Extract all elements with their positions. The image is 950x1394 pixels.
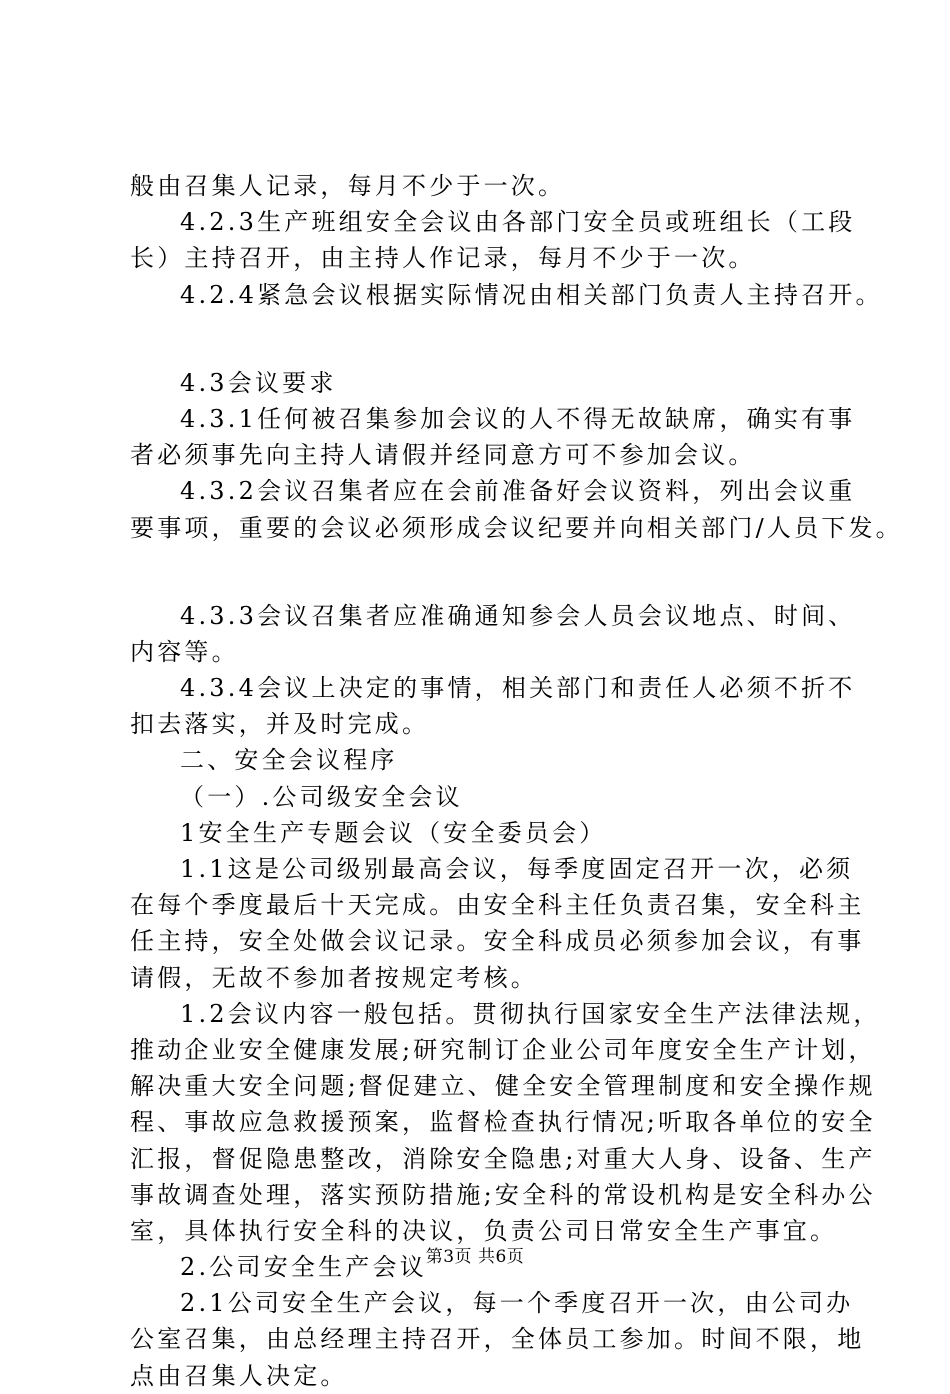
paragraph-gap [130, 546, 855, 598]
page-footer [0, 1242, 950, 1267]
text-line: 4.2.4紧急会议根据实际情况由相关部门负责人主持召开。 [180, 280, 883, 309]
document-body [130, 168, 903, 1394]
text-line: 汇报，督促隐患整改，消除安全隐患;对重大人身、设备、生产 [130, 1144, 876, 1173]
text-line: 事故调查处理，落实预防措施;安全科的常设机构是安全科办公 [130, 1180, 876, 1209]
text-line: 4.3.2会议召集者应在会前准备好会议资料，列出会议重 [180, 477, 856, 506]
text-line: 1.2会议内容一般包括。贯彻执行国家安全生产法律法规， [180, 999, 881, 1028]
text-line: 要事项，重要的会议必须形成会议纪要并向相关部门/人员下发。 [130, 513, 903, 542]
paragraph-gap [130, 313, 855, 365]
text-line: 2.公司安全生产会议 [180, 1253, 427, 1282]
text-line: 2.1公司安全生产会议，每一个季度召开一次，由公司办 [180, 1289, 854, 1318]
text-line: 点由召集人决定。 [130, 1361, 348, 1390]
text-line: 1.1这是公司级别最高会议，每季度固定召开一次，必须 [180, 855, 854, 883]
page-number: 第3页 共6页 [425, 1247, 525, 1267]
text-line: 4.3.1任何被召集参加会议的人不得无故缺席，确实有事 [180, 404, 856, 433]
text-line: 任主持，安全处做会议记录。安全科成员必须参加会议，有事 [130, 927, 865, 956]
text-line: 室，具体执行安全科的决议，负责公司日常安全生产事宜。 [130, 1216, 838, 1245]
text-line: 二、安全会议程序 [180, 746, 398, 775]
text-line: 推动企业安全健康发展;研究制订企业公司年度安全生产计划， [130, 1035, 876, 1064]
text-line: 4.3.3会议召集者应准确通知参会人员会议地点、时间、 [180, 601, 856, 630]
text-line: 1安全生产专题会议（安全委员会） [180, 818, 607, 847]
text-line: 扣去落实，并及时完成。 [130, 710, 430, 739]
text-line: 程、事故应急救援预案，监督检查执行情况;听取各单位的安全 [130, 1108, 876, 1137]
text-line: 者必须事先向主持人请假并经同意方可不参加会议。 [130, 441, 756, 470]
text-line: 请假，无故不参加者按规定考核。 [130, 963, 538, 992]
text-line: 内容等。 [130, 637, 239, 666]
text-line: 4.3会议要求 [180, 368, 337, 397]
text-line: （一）.公司级安全会议 [180, 782, 463, 811]
text-line: 般由召集人记录，每月不少于一次。 [130, 172, 566, 200]
text-line: 公室召集，由总经理主持召开，全体员工参加。时间不限，地 [130, 1325, 865, 1354]
text-line: 在每个季度最后十天完成。由安全科主任负责召集，安全科主 [130, 891, 865, 920]
text-line: 4.3.4会议上决定的事情，相关部门和责任人必须不折不 [180, 674, 856, 703]
text-line: 长）主持召开，由主持人作记录，每月不少于一次。 [130, 244, 756, 273]
text-line: 4.2.3生产班组安全会议由各部门安全员或班组长（工段 [180, 208, 856, 237]
text-line: 解决重大安全问题;督促建立、健全安全管理制度和安全操作规 [130, 1072, 876, 1101]
